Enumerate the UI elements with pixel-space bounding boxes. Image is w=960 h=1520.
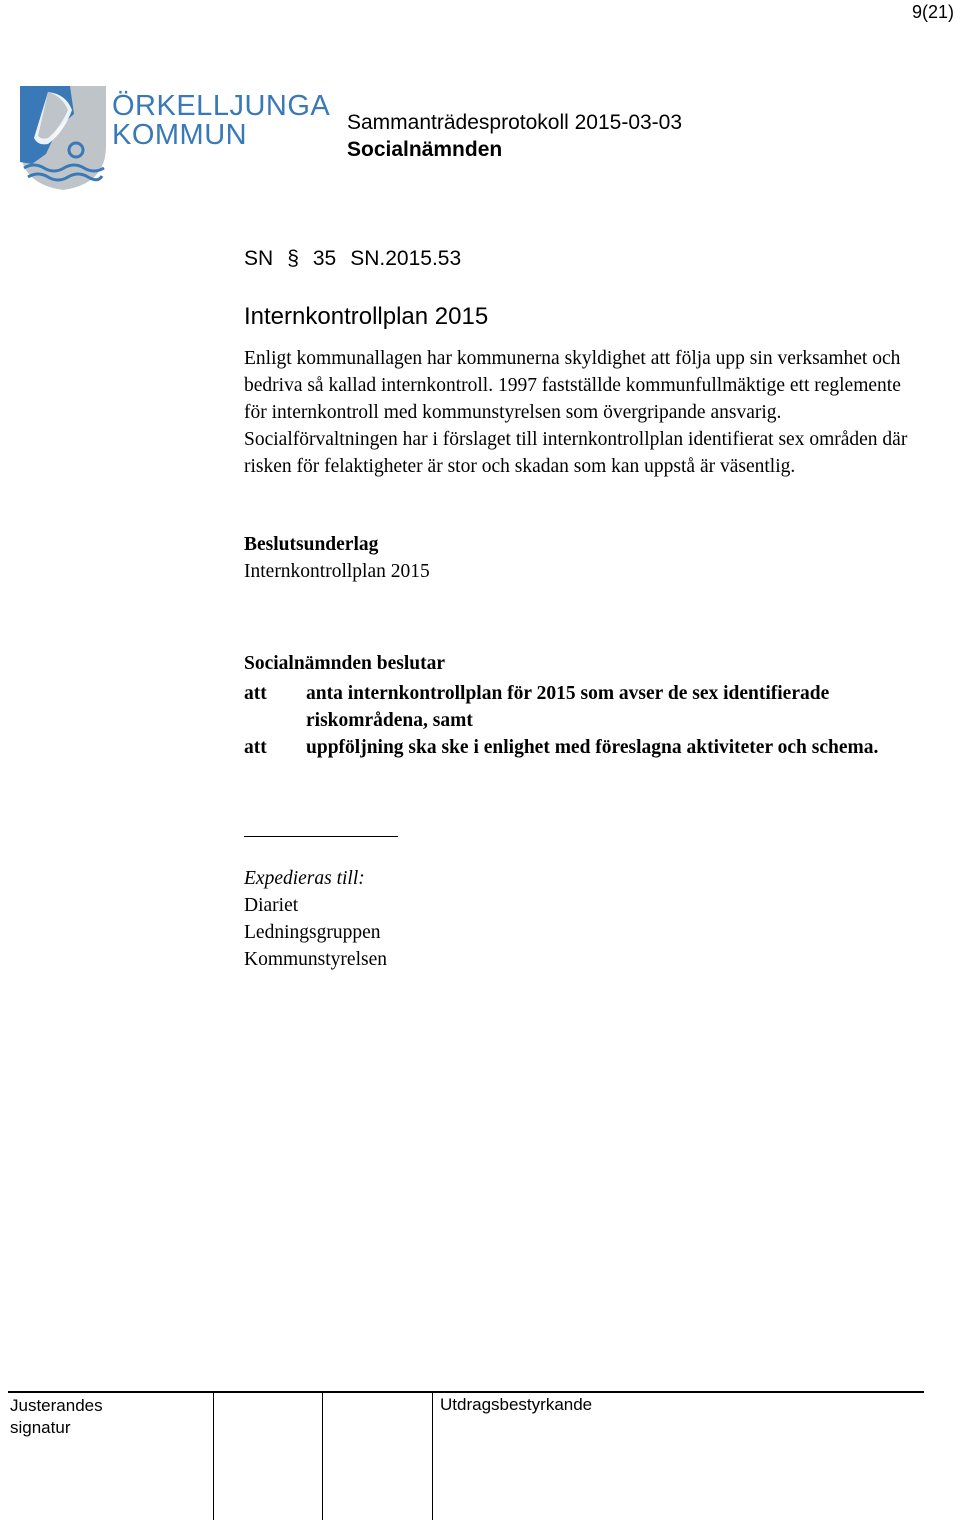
committee-name: Socialnämnden xyxy=(347,138,503,161)
body-paragraph: Enligt kommunallagen har kommunerna skyldighet att följa upp sin verksamhet och bedriva så kallad internkontroll. 1997 fastställde kommunfullmäktige ett reglemente för internkontroll med kommunstyrelsen som övergripande ansvarig. Socialförvaltningen har i förslaget till internkontrollplan identifierat sex områden där risken för felaktigheter är stor och skadan som kan uppstå är väsentlig. xyxy=(244,348,908,477)
dispatch-recipient: Ledningsgruppen xyxy=(244,922,381,943)
decision-text: uppföljning ska ske i enlighet med föreslagna aktiviteter och schema. xyxy=(306,737,879,758)
justerandes-signature-label xyxy=(10,1395,103,1439)
decision-text: anta internkontrollplan för 2015 som avser de sex identifierade riskområdena, samt xyxy=(306,683,830,731)
page-number: 9(21) xyxy=(911,2,954,22)
diary-number: SN.2015.53 xyxy=(350,247,462,270)
dispatch-recipient: Diariet xyxy=(244,895,299,916)
protocol-title: Sammanträdesprotokoll 2015-03-03 xyxy=(347,111,683,134)
paragraph-number: 35 xyxy=(312,247,337,270)
justerandes-line2: signatur xyxy=(10,1418,71,1437)
signature-cell-divider xyxy=(432,1391,433,1520)
decision-prefix: att xyxy=(244,737,267,758)
case-reference xyxy=(244,247,475,271)
signature-cell-divider xyxy=(213,1391,214,1520)
document-title: Internkontrollplan 2015 xyxy=(244,303,489,330)
section-symbol: § xyxy=(287,247,299,270)
decision-prefix: att xyxy=(244,683,267,704)
logo-wordmark-line1: ÖRKELLJUNGA xyxy=(112,90,331,122)
basis-item: Internkontrollplan 2015 xyxy=(244,561,430,582)
dispatch-recipient: Kommunstyrelsen xyxy=(244,949,387,970)
footer-rule xyxy=(8,1391,924,1393)
justerandes-line1: Justerandes xyxy=(10,1396,103,1415)
logo-wordmark-line2: KOMMUN xyxy=(112,119,248,151)
extract-certification-label: Utdragsbestyrkande xyxy=(440,1395,593,1414)
municipality-logo xyxy=(18,84,108,192)
case-prefix: SN xyxy=(244,247,274,270)
basis-heading: Beslutsunderlag xyxy=(244,534,379,555)
dispatch-heading: Expedieras till: xyxy=(244,868,365,889)
coat-of-arms-icon xyxy=(18,84,108,192)
decision-heading: Socialnämnden beslutar xyxy=(244,653,445,674)
separator-line xyxy=(244,836,398,837)
signature-cell-divider xyxy=(322,1391,323,1520)
